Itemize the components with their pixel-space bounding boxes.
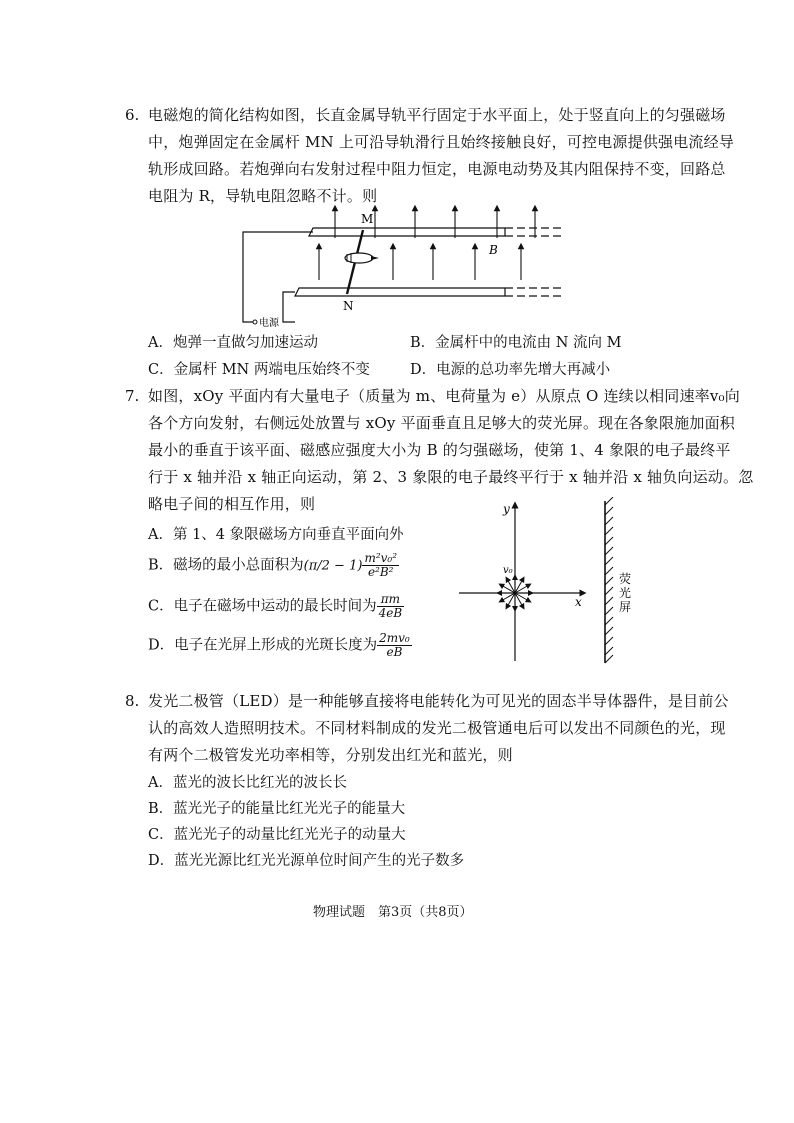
- upper-rail: [309, 228, 565, 236]
- q6-text-line-1: 电磁炮的简化结构如图，长直金属导轨平行固定于水平面上，处于竖直向上的匀强磁场: [148, 106, 726, 124]
- page-footer: 物理试题 第3页（共8页）: [313, 905, 473, 920]
- q7-option-b: [148, 552, 399, 579]
- q7-text-line-3: 最小的垂直于该平面、磁感应强度大小为 B 的匀强磁场，使第 1、4 象限的电子最终平: [148, 441, 731, 459]
- q7-option-c-text: C．电子在磁场中运动的最长时间为: [148, 598, 377, 615]
- q7-option-b-text: B．磁场的最小总面积为: [148, 557, 304, 574]
- q8-text-line-3: 有两个二极管发光功率相等，分别发出红光和蓝光，则: [148, 746, 513, 764]
- q7-option-b-paren: (π/2 − 1): [303, 558, 363, 574]
- q8-text-line-2: 认的高效人造照明技术。不同材料制成的发光二极管通电后可以发出不同颜色的光，现: [148, 719, 726, 737]
- label-x: x: [575, 595, 582, 609]
- q6-railgun-diagram: [235, 200, 575, 330]
- q7-option-d-fraction: $\frac{\text{2mv₀}}{eB}$: [379, 631, 410, 659]
- label-v0: v₀: [503, 565, 513, 576]
- screen-label-3: 屏: [619, 600, 632, 614]
- q6-option-b: B．金属杆中的电流由 N 流向 M: [410, 335, 622, 351]
- q8-option-b: B．蓝光光子的能量比红光光子的能量大: [148, 801, 406, 817]
- lower-rail: [295, 288, 565, 296]
- q8-option-d: D．蓝光光源比红光光源单位时间产生的光子数多: [148, 853, 465, 869]
- q8-option-a: A．蓝光的波长比红光的波长长: [148, 775, 347, 791]
- q6-option-d: D．电源的总功率先增大再减小: [410, 362, 611, 378]
- q6-option-c: C．金属杆 MN 两端电压始终不变: [148, 362, 370, 378]
- wire-lower: [283, 292, 295, 322]
- q7-option-b-fraction: $\frac{\text{m²v₀²}}{\text{e²B²}}$: [364, 551, 398, 579]
- q8-text-line-1: 发光二极管（LED）是一种能够直接将电能转化为可见光的固态半导体器件，是目前公: [148, 692, 729, 710]
- q6-text-line-3: 轨形成回路。若炮弹向右发射过程中阻力恒定，电源电动势及其内阻保持不变，回路总: [148, 160, 726, 178]
- q6-option-a: A．炮弹一直做匀加速运动: [148, 335, 318, 351]
- screen-label-2: 光: [619, 586, 632, 600]
- label-y: y: [503, 502, 510, 516]
- source-label: 电源: [259, 318, 279, 329]
- q7-number: 7.: [125, 387, 140, 405]
- q7-electron-diagram: [455, 497, 655, 667]
- q7-text-line-2: 各个方向发射，右侧远处放置与 xOy 平面垂直且足够大的荧光屏。现在各象限施加面积: [148, 414, 735, 432]
- wire-upper: [243, 232, 313, 322]
- label-n: N: [343, 299, 354, 313]
- label-b: B: [489, 243, 498, 257]
- q8-option-c: C．蓝光光子的动量比红光光子的动量大: [148, 827, 406, 843]
- q7-option-a: A．第 1、4 象限磁场方向垂直平面向外: [148, 527, 404, 543]
- q7-option-c: [148, 593, 404, 620]
- q6-text-line-2: 中，炮弹固定在金属杆 MN 上可沿导轨滑行且始终接触良好，可控电源提供强电流经导: [148, 133, 735, 151]
- q7-text-line-4: 行于 x 轴并沿 x 轴正向运动，第 2、3 象限的电子最终平行于 x 轴并沿 x 轴负向运动。忽: [148, 468, 754, 486]
- q6-number: 6.: [125, 106, 140, 124]
- screen-label-1: 荧: [619, 572, 632, 586]
- q8-number: 8.: [125, 692, 140, 710]
- velocity-arrows: [499, 577, 531, 609]
- q7-text-line-5: 略电子间的相互作用，则: [148, 495, 316, 513]
- q7-text-line-1: 如图，xOy 平面内有大量电子（质量为 m、电荷量为 e）从原点 O 连续以相同速率v₀向: [148, 387, 740, 405]
- q6-text-line-4: 电阻为 R，导轨电阻忽略不计。则: [148, 187, 378, 205]
- field-arrows: [319, 208, 535, 280]
- projectile: [345, 253, 379, 263]
- q7-option-d: [148, 632, 412, 659]
- label-m: M: [361, 212, 374, 226]
- q7-option-c-fraction: $\frac{\pi m}{4eB}$: [378, 592, 403, 620]
- fluorescent-screen: [605, 497, 631, 663]
- q7-option-d-text: D．电子在光屏上形成的光斑长度为: [148, 637, 378, 654]
